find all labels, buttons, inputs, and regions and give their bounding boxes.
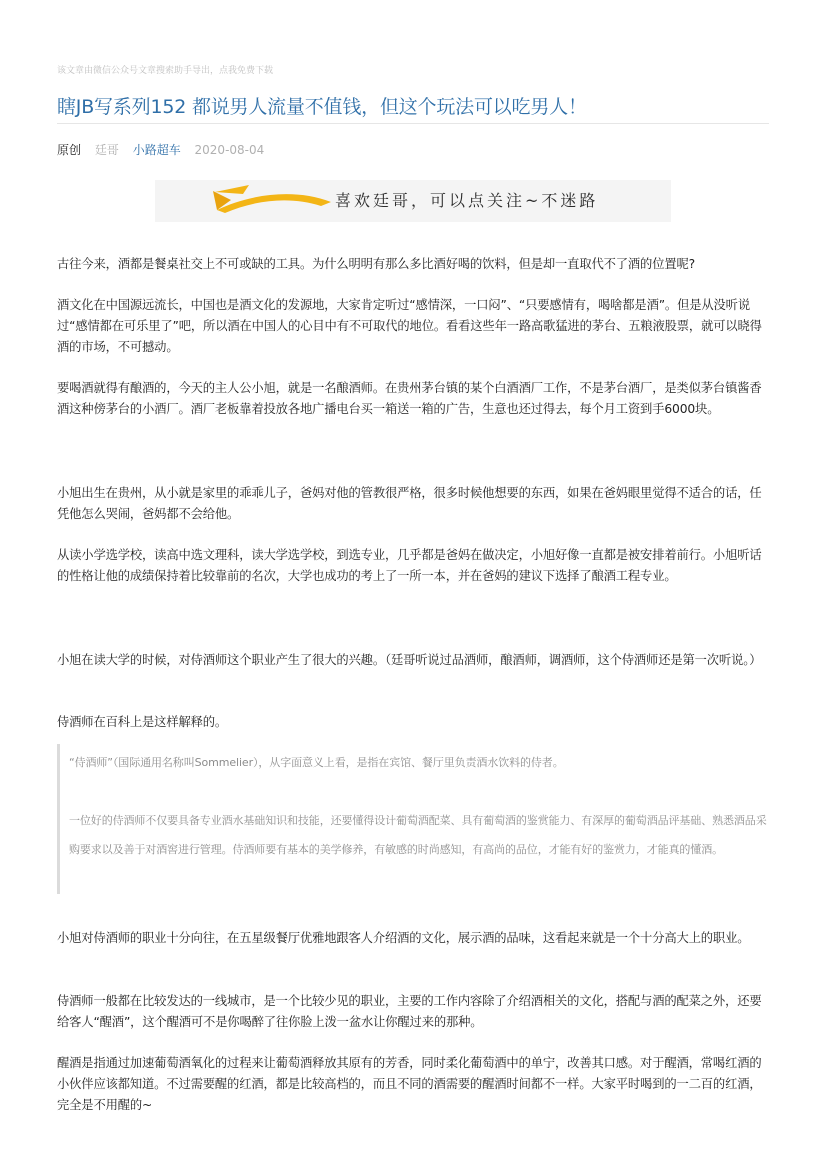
original-tag: 原创 (57, 143, 82, 157)
follow-banner-image (155, 180, 671, 222)
article-meta (57, 141, 274, 158)
arrow-icon (155, 180, 335, 222)
paragraph: 醒酒是指通过加速葡萄酒氧化的过程来让葡萄酒释放其原有的芳香，同时柔化葡萄酒中的单宁，改善其口感。对于醒酒，常喝红酒的小伙伴应该都知道。不过需要醒的红酒，都是比较高档的，而且不同的酒需要的醒酒时间都不一样。大家平时喝到的一二百的红酒，完全是不用醒的~ (57, 1056, 762, 1112)
export-notice-link[interactable]: 该文章由微信公众号文章搜索助手导出，点我免费下载 (57, 66, 274, 76)
banner-text: 喜欢廷哥，可以点关注~不迷路 (335, 191, 599, 210)
article-title: 瞎JB写系列152 都说男人流量不值钱，但这个玩法可以吃男人！ (57, 96, 587, 118)
title-divider (57, 123, 769, 124)
publish-date: 2020-08-04 (194, 143, 265, 157)
quote-paragraph: “侍酒师”（国际通用名称叫Sommelier），从字面意义上看，是指在宾馆、餐厅里负责酒水饮料的侍者。 (69, 756, 564, 769)
paragraph: 酒文化在中国源远流长，中国也是酒文化的发源地，大家肯定听过“感情深，一口闷”、“只要感情有，喝啥都是酒”。但是从没听说过“感情都在可乐里了”吧，所以酒在中国人的心目中有不可取代的地位。看看这些年一路高歌猛进的茅台、五粮液股票，就可以晓得酒的市场，不可撼动。 (57, 298, 762, 354)
paragraph: 侍酒师一般都在比较发达的一线城市，是一个比较少见的职业，主要的工作内容除了介绍酒相关的文化，搭配与酒的配菜之外，还要给客人“醒酒”，这个醒酒可不是你喝醉了往你脸上泼一盆水让你醒过来的那种。 (57, 994, 762, 1029)
paragraph: 古往今来，酒都是餐桌社交上不可或缺的工具。为什么明明有那么多比酒好喝的饮料，但是却一直取代不了酒的位置呢? (57, 257, 696, 271)
paragraph: 侍酒师在百科上是这样解释的。 (57, 715, 228, 729)
paragraph: 小旭在读大学的时候，对侍酒师这个职业产生了很大的兴趣。（廷哥听说过品酒师，酿酒师，调酒师，这个侍酒师还是第一次听说。） (57, 653, 762, 667)
paragraph: 从读小学选学校，读高中选文理科，读大学选学校，到选专业，几乎都是爸妈在做决定，小旭好像一直都是被安排着前行。小旭听话的性格让他的成绩保持着比较靠前的名次，大学也成功的考上了一所一本，并在爸妈的建议下选择了酿酒工程专业。 (57, 548, 762, 583)
author-name: 廷哥 (94, 143, 119, 157)
paragraph: 要喝酒就得有酿酒的，今天的主人公小旭，就是一名酿酒师。在贵州茅台镇的某个白酒酒厂工作，不是茅台酒厂，是类似茅台镇酱香酒这种傍茅台的小酒厂。酒厂老板靠着投放各地广播电台买一箱送一箱的广告，生意也还过得去，每个月工资到手6000块。 (57, 381, 762, 416)
quote-paragraph: 一位好的侍酒师不仅要具备专业酒水基础知识和技能，还要懂得设计葡萄酒配菜、具有葡萄酒的鉴赏能力、有深厚的葡萄酒品评基础、熟悉酒品采购要求以及善于对酒窖进行管理。侍酒师要有基本的美学修养，有敏感的时尚感知，有高尚的品位，才能有好的鉴赏力，才能真的懂酒。 (69, 814, 767, 856)
blockquote (57, 744, 772, 894)
paragraph: 小旭对侍酒师的职业十分向往，在五星级餐厅优雅地跟客人介绍酒的文化，展示酒的品味，这看起来就是一个十分高大上的职业。 (57, 931, 750, 945)
paragraph: 小旭出生在贵州，从小就是家里的乖乖儿子，爸妈对他的管教很严格，很多时候他想要的东西，如果在爸妈眼里觉得不适合的话，任凭他怎么哭闹，爸妈都不会给他。 (57, 486, 762, 521)
account-name-link[interactable]: 小路超车 (132, 143, 181, 157)
